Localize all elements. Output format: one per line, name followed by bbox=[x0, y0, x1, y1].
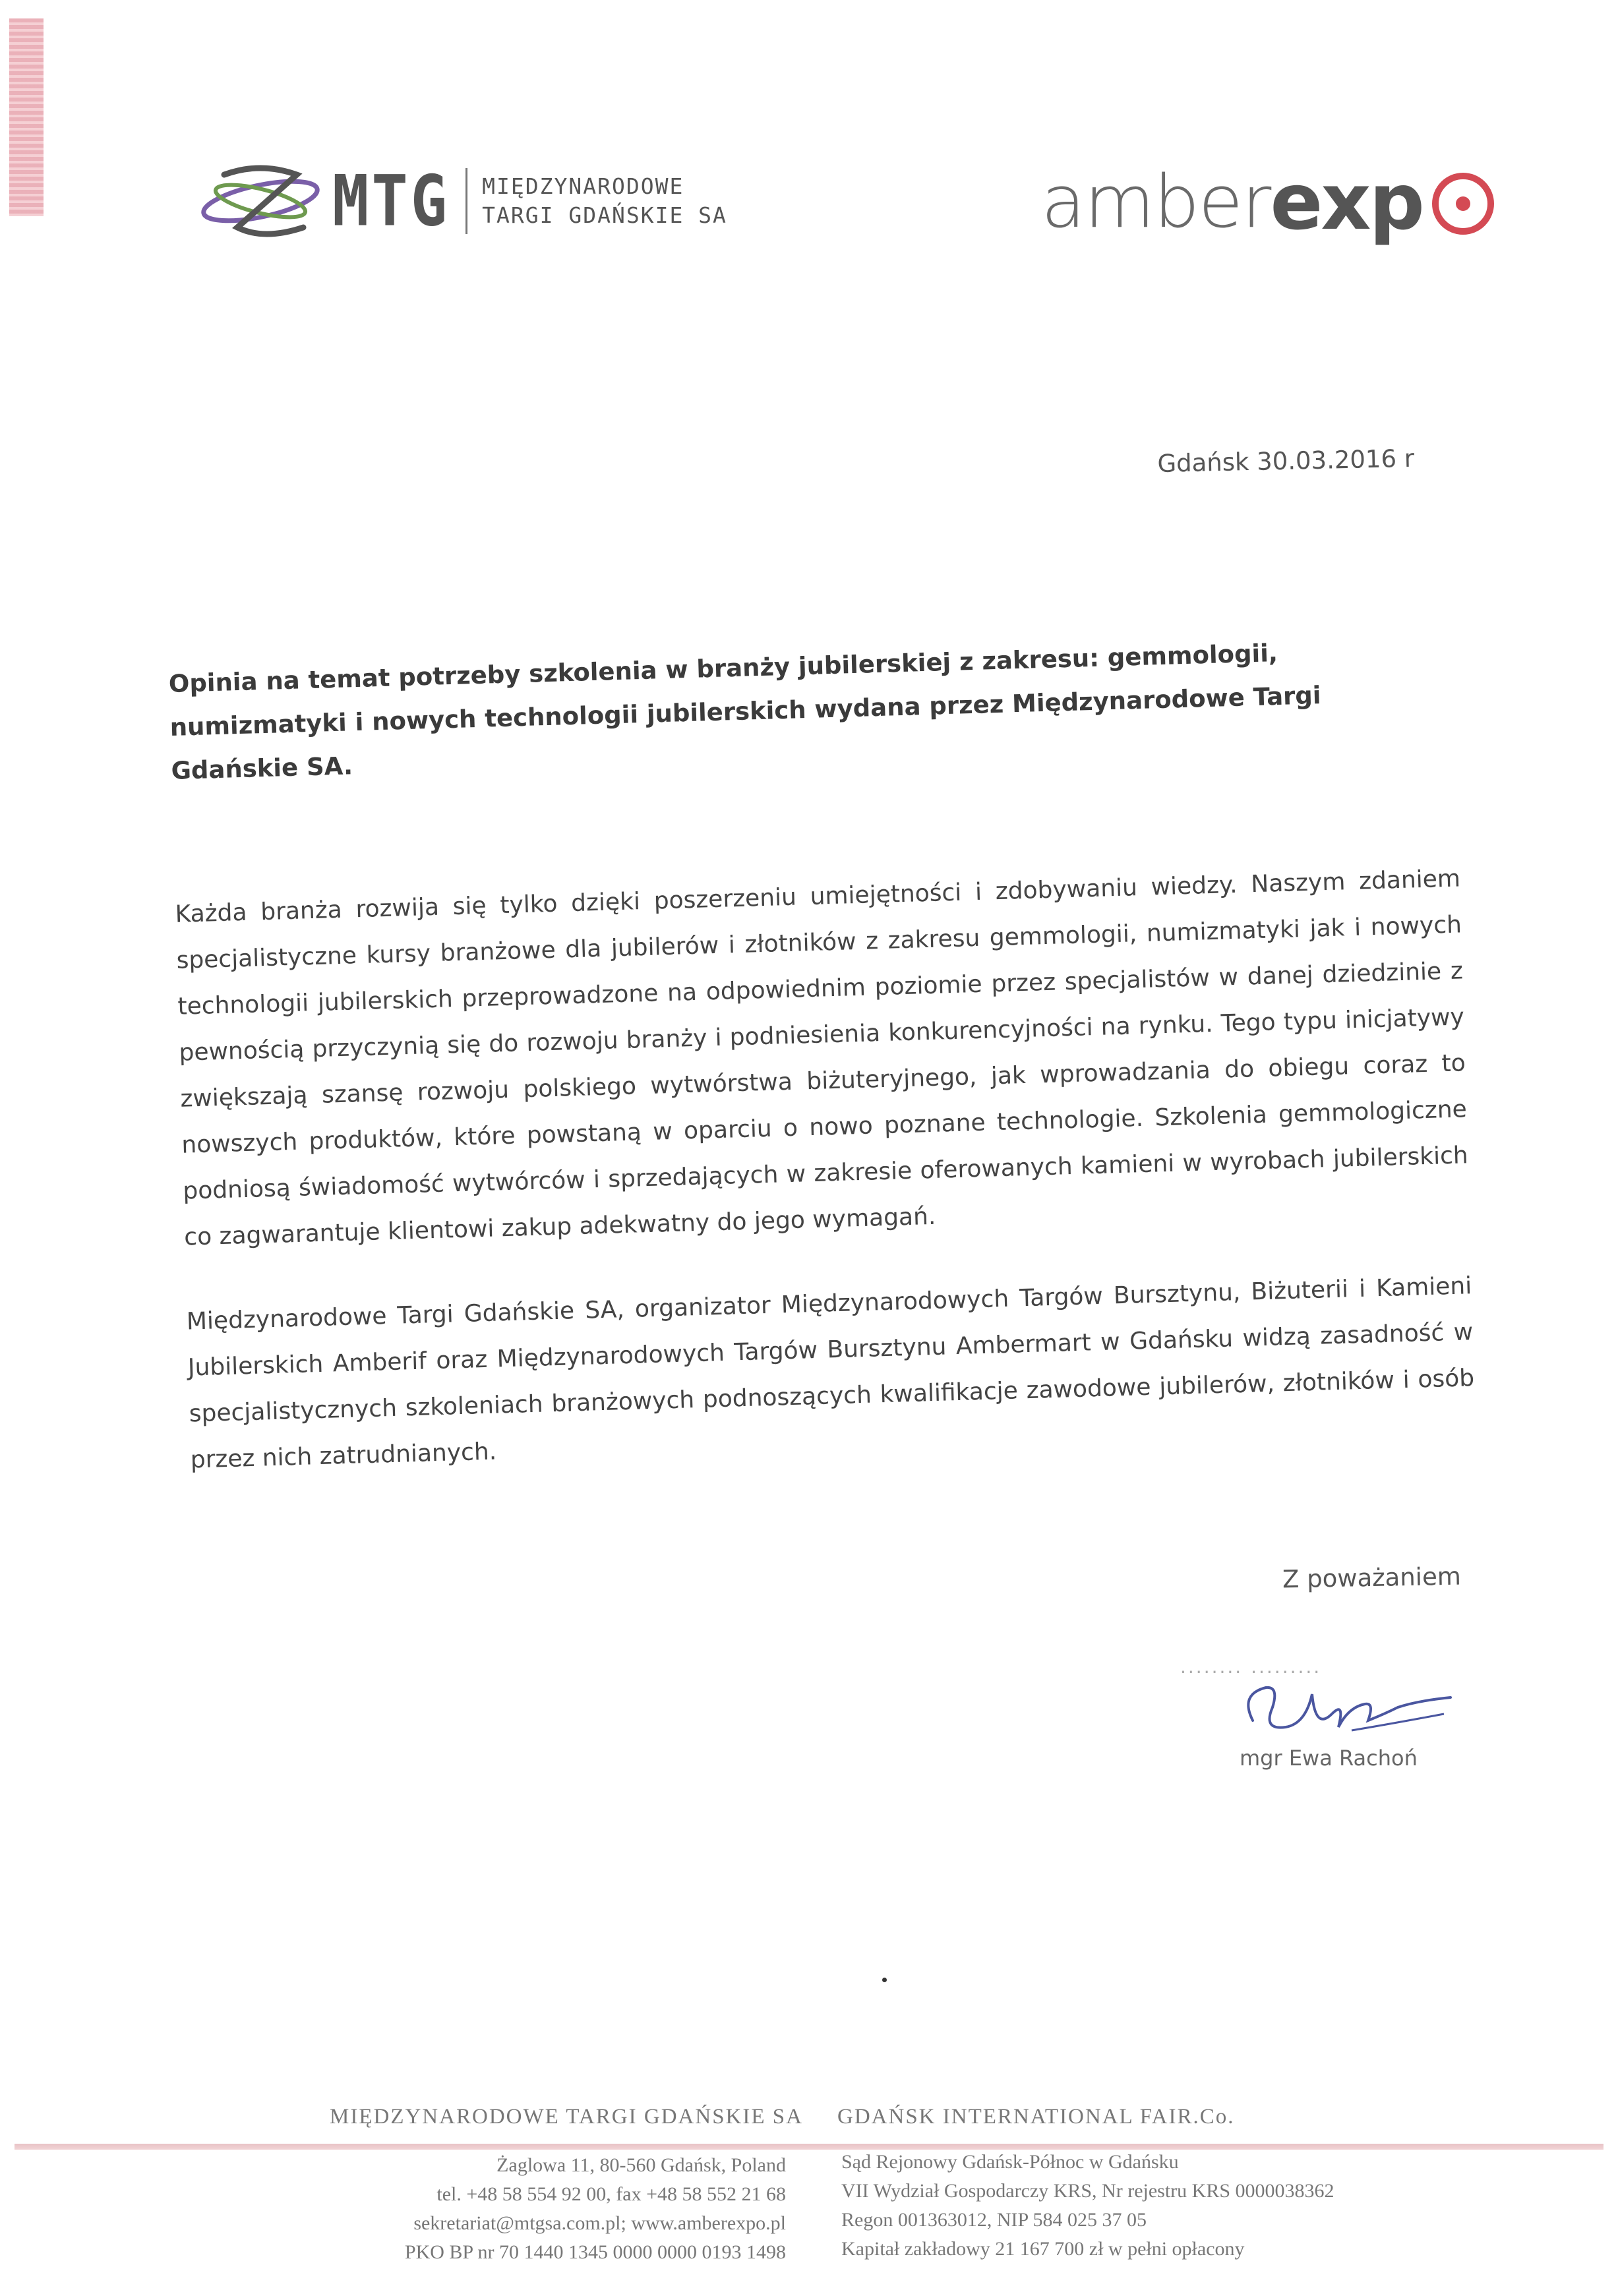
signature-stamp-name: mgr Ewa Rachoń bbox=[1240, 1746, 1418, 1771]
logo-divider bbox=[465, 168, 467, 234]
footer-krs: VII Wydział Gospodarczy KRS, Nr rejestru KRS 0000038362 bbox=[841, 2180, 1334, 2202]
signature-block bbox=[1167, 1648, 1483, 1793]
mtg-name-line-2: TARGI GDAŃSKIE SA bbox=[482, 202, 727, 228]
footer-bank-account: PKO BP nr 70 1440 1345 0000 0000 0193 1498 bbox=[404, 2241, 786, 2263]
footer-heading-polish: MIĘDZYNARODOWE TARGI GDAŃSKIE SA bbox=[330, 2105, 803, 2129]
footer-regon-nip: Regon 001363012, NIP 584 025 37 05 bbox=[841, 2209, 1147, 2231]
signature-stamp-faded: ········ ········· bbox=[1180, 1661, 1322, 1683]
footer-court: Sąd Rejonowy Gdańsk-Północ w Gdańsku bbox=[841, 2151, 1179, 2173]
footer-share-capital: Kapitał zakładowy 21 167 700 zł w pełni opłacony bbox=[841, 2238, 1245, 2260]
footer-registration-details bbox=[841, 2148, 1334, 2264]
amberexpo-light-text: amber bbox=[1041, 160, 1271, 244]
handwritten-signature-icon bbox=[1233, 1668, 1470, 1753]
amberexpo-bold-text: exp bbox=[1270, 156, 1423, 247]
footer-email-web: sekretariat@mtgsa.com.pl; www.amberexpo.pl bbox=[413, 2212, 786, 2234]
mtg-wordmark: MTG bbox=[332, 160, 450, 242]
footer-heading-english: GDAŃSK INTERNATIONAL FAIR.Co. bbox=[837, 2105, 1235, 2129]
mtg-emblem-icon bbox=[198, 155, 323, 247]
footer-address: Żaglowa 11, 80-560 Gdańsk, Poland bbox=[496, 2154, 786, 2176]
mtg-logo bbox=[198, 148, 727, 254]
body-paragraph-1: Każda branża rozwija się tylko dzięki poszerzeniu umiejętności i zdobywaniu wiedzy. Naszym zdaniem specjalistyczne kursy branżowe dla jubilerów i złotników z zakresu gemmologii, numizmatyki jak i nowych technologii jubilerskich przeprowadzone na odpowiednim poziomie przez specjalistów w danej dziedzinie z pewnością przyczynią się do rozwoju branży i podniesienia konkurencyjności na rynku. Tego typu inicjatywy zwiększają szansę rozwoju polskiego wytwórstwa biżuteryjnego, jak wprowadzania do obiegu coraz to nowszych produktów, które powstaną w oparciu o nowo poznane technologie. Szkolenia gemmologiczne podniosą świadomość wytwórców i sprzedających w zakresie oferowanych kamieni w wyrobach jubilerskich co zagwarantuje klientowi zakup adekwatny do jego wymagań. bbox=[175, 865, 1469, 1251]
letter-body bbox=[168, 627, 1476, 1484]
footer-contact-details bbox=[405, 2151, 786, 2267]
scan-dot bbox=[882, 1978, 887, 1982]
mtg-company-name bbox=[482, 172, 727, 230]
closing-phrase: Z poważaniem bbox=[1282, 1562, 1462, 1594]
amberexpo-logo bbox=[1041, 149, 1499, 254]
letter-date: Gdańsk 30.03.2016 r bbox=[1157, 444, 1415, 478]
amberexpo-circle-icon bbox=[1427, 165, 1499, 238]
scan-edge-strip bbox=[9, 18, 44, 216]
footer-divider bbox=[15, 2144, 1603, 2150]
mtg-name-line-1: MIĘDZYNARODOWE bbox=[482, 173, 684, 199]
letter-title: Opinia na temat potrzeby szkolenia w branży jubilerskiej z zakresu: gemmologii, numizmatyki i nowych technologii jubilerskich wydana przez Międzynarodowe Targi Gdańskie SA. bbox=[168, 639, 1322, 785]
footer-phone-fax: tel. +48 58 554 92 00, fax +48 58 552 21 68 bbox=[436, 2183, 786, 2205]
body-paragraph-2: Międzynarodowe Targi Gdańskie SA, organizator Międzynarodowych Targów Bursztynu, Biżuterii i Kamieni Jubilerskich Amberif oraz Międzynarodowych Targów Bursztynu Ambermart w Gdańsku widzą zasadność w specjalistycznych szkoleniach branżowych podnoszących kwalifikacje zawodowe jubilerów, złotników i osób przez nich zatrudnianych. bbox=[186, 1272, 1475, 1474]
